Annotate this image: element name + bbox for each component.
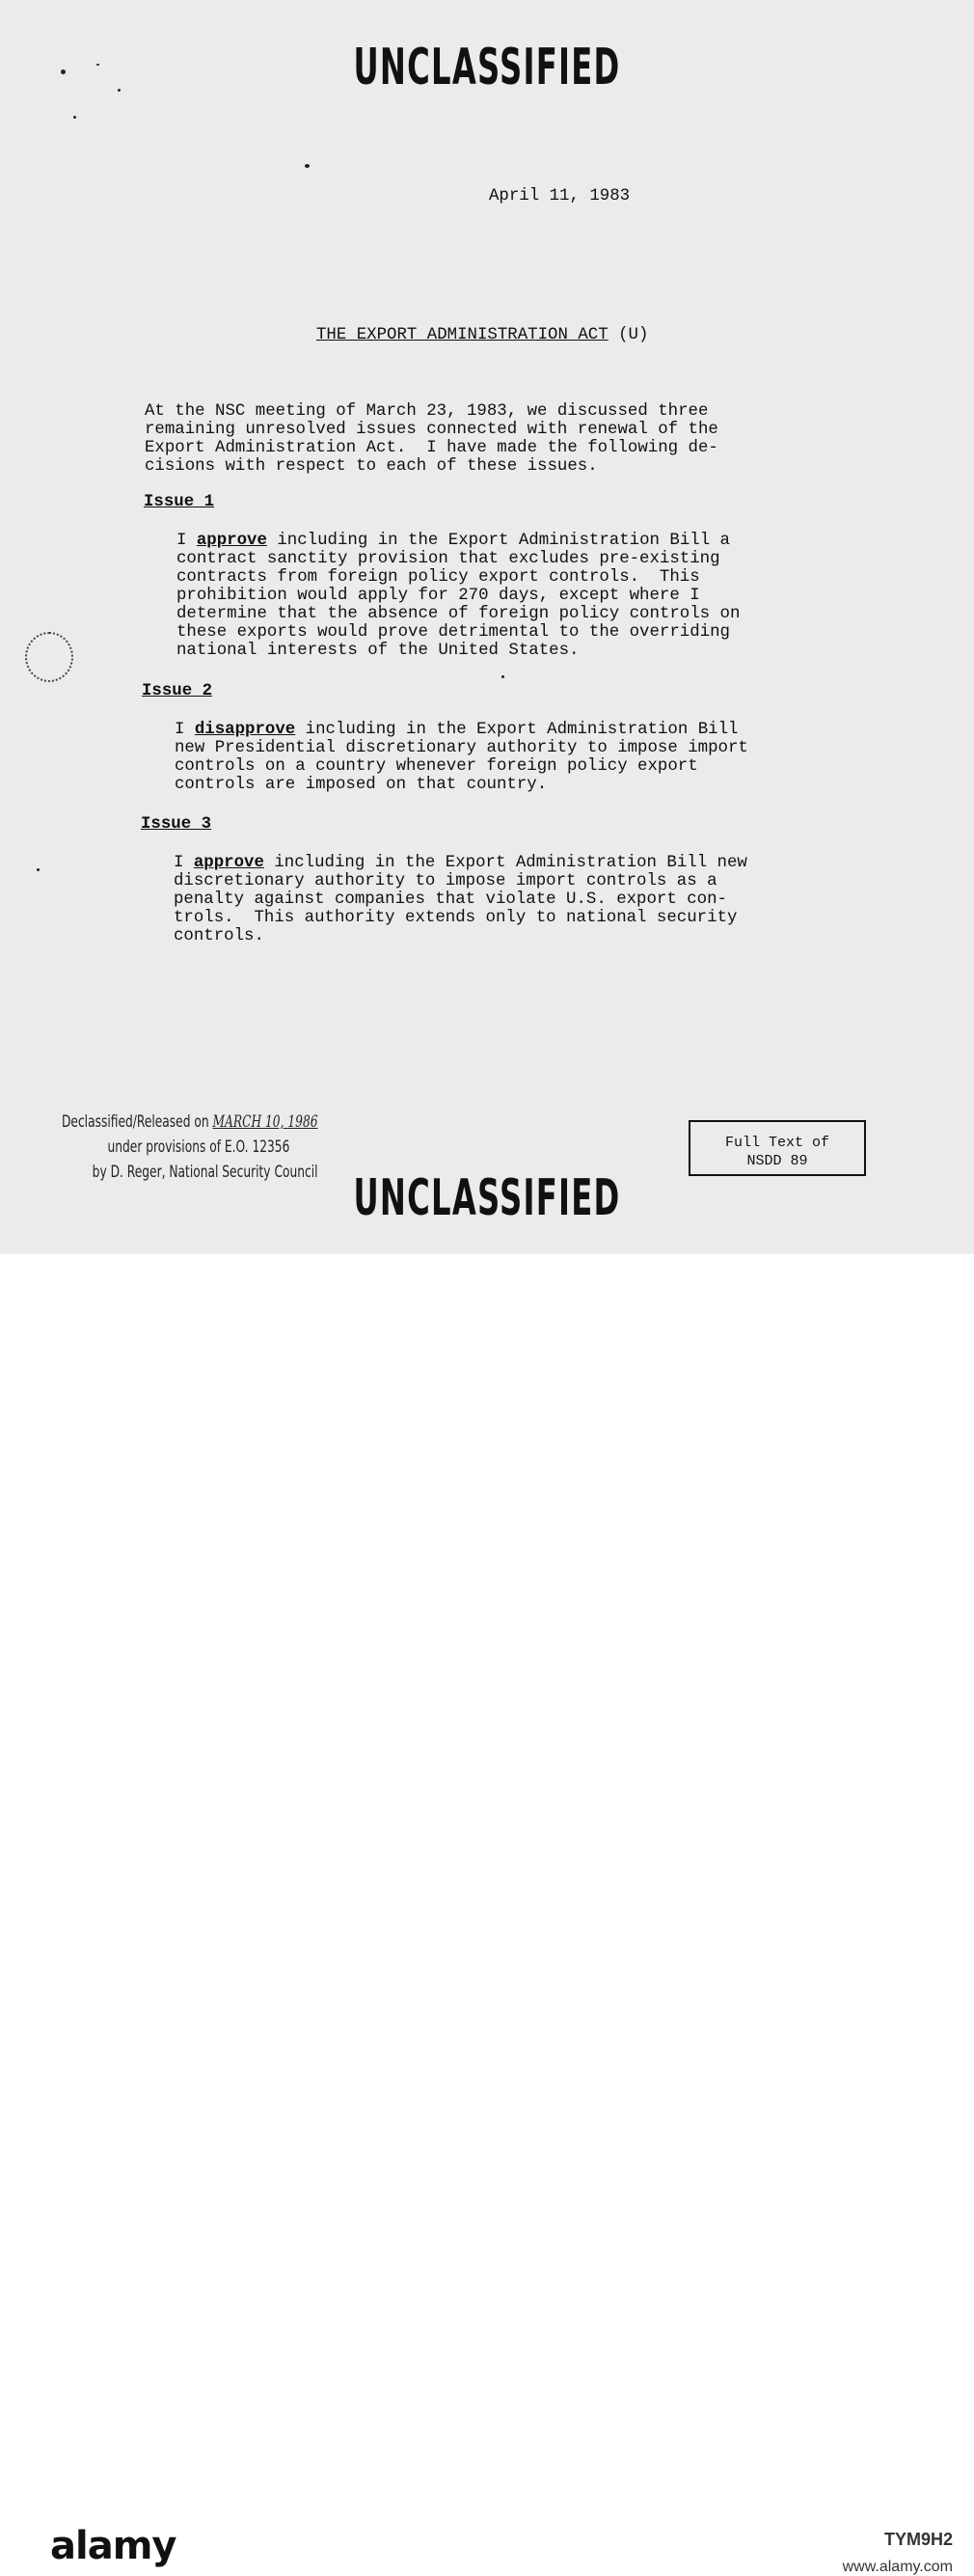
document-page — [0, 0, 974, 1254]
nsdd-reference-box — [689, 1120, 866, 1176]
ink-speck — [37, 868, 40, 871]
issue-1-heading: Issue 1 — [144, 493, 215, 511]
declass-label: Declassified/Released on — [62, 1112, 213, 1132]
unclassified-stamp-bottom: UNCLASSIFIED — [353, 1169, 621, 1227]
ink-speck — [305, 164, 310, 168]
image-id: TYM9H2 — [883, 2530, 953, 2549]
issue-2-verb: disapprove — [194, 721, 296, 739]
document-title — [316, 326, 648, 344]
issue-2-decision — [175, 721, 748, 794]
alamy-logo: alamy — [50, 2524, 176, 2568]
issue-1-prefix: I — [176, 532, 197, 550]
issue-2-prefix: I — [175, 721, 195, 739]
issue-3-decision — [174, 854, 747, 945]
unclassified-stamp-top: UNCLASSIFIED — [353, 39, 621, 96]
declass-line-1 — [62, 1112, 318, 1132]
declass-date-handwritten: MARCH 10, 1986 — [212, 1112, 318, 1132]
ink-speck — [73, 116, 76, 119]
issue-1-verb: approve — [196, 532, 267, 550]
seal-stamp-mark — [25, 632, 73, 682]
ink-speck — [501, 675, 504, 678]
declass-line-2: under provisions of E.O. 12356 — [107, 1137, 290, 1157]
site-url: www.alamy.com — [842, 2559, 953, 2575]
issue-3-heading: Issue 3 — [141, 815, 212, 834]
issue-3-prefix: I — [174, 854, 194, 872]
issue-2-body: including in the Export Administration Bill new Presidential discretionary authority to impose import controls on a country whenever foreign policy export controls are imposed on that country. — [175, 721, 748, 794]
box-line-2: NSDD 89 — [746, 1153, 808, 1169]
intro-paragraph: At the NSC meeting of March 23, 1983, we discussed three remaining unresolved issues connected with renewal of the Export Administration Act. I have made the following de- cisions with respect to each of these issues. — [145, 402, 718, 476]
issue-1-decision — [176, 532, 740, 660]
issue-3-body: including in the Export Administration Bill new discretionary authority to impose import controls as a penalty against companies that violate U.S. export con- trols. This authority extends only to national security controls. — [174, 854, 747, 945]
document-date: April 11, 1983 — [489, 187, 631, 206]
ink-speck — [61, 69, 66, 74]
document-title-text: THE EXPORT ADMINISTRATION ACT — [316, 326, 609, 344]
declass-line-3: by D. Reger, National Security Council — [92, 1163, 318, 1182]
ink-speck — [96, 64, 99, 66]
issue-1-body: including in the Export Administration Bill a contract sanctity provision that excludes pre-existing contracts from foreign policy export controls. This prohibition would apply for 270 days, except where I determine that the absence of foreign policy controls on these exports would prove detrimental to the overriding national interests of the United States. — [176, 532, 741, 660]
box-line-1: Full Text of — [724, 1135, 830, 1151]
ink-speck — [118, 89, 121, 92]
issue-3-verb: approve — [193, 854, 264, 872]
classification-marking: (U) — [608, 326, 649, 344]
stock-footer — [0, 1254, 974, 2575]
issue-2-heading: Issue 2 — [142, 682, 213, 700]
